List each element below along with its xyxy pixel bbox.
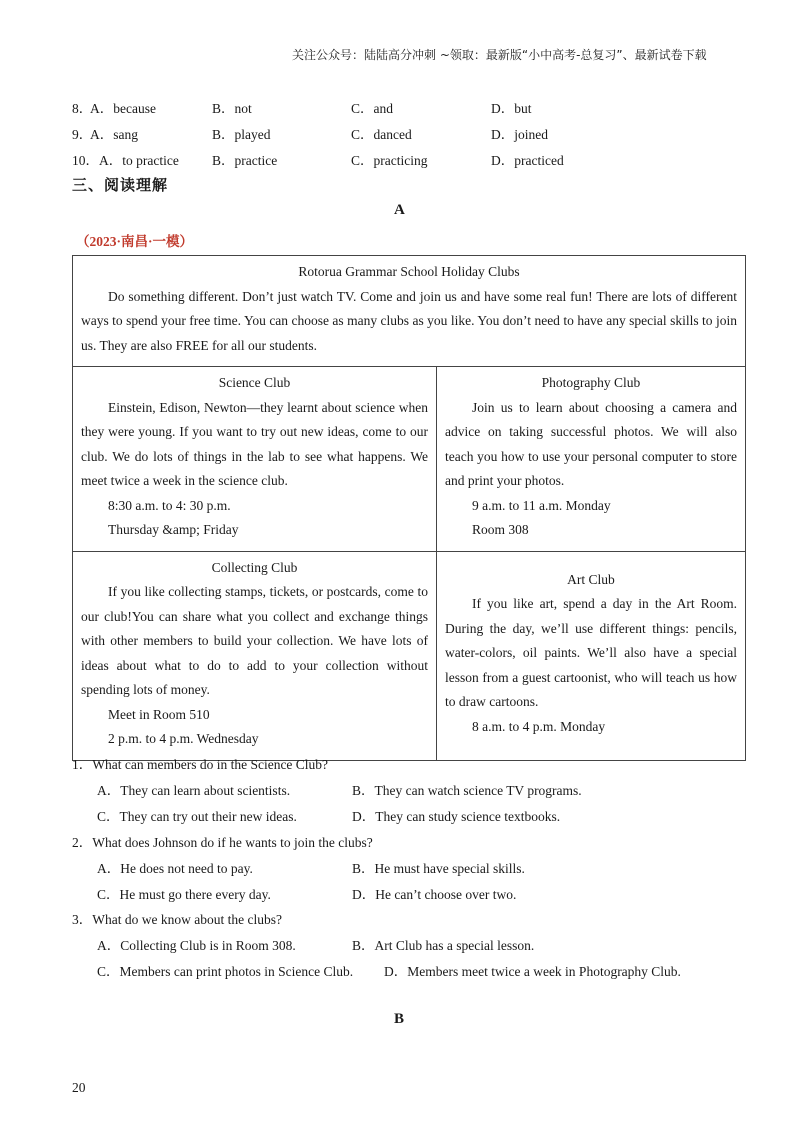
science-club-time: 8:30 a.m. to 4: 30 p.m. [108, 497, 231, 513]
photography-club-body: Join us to learn about choosing a camera and advice on taking successful photos. We will also teach you how to use your personal computer to store and print your photos. [445, 399, 737, 488]
photography-club-title: Photography Club [541, 375, 641, 390]
notice-title: Rotorua Grammar School Holiday Clubs [298, 264, 520, 279]
question-3-option-c: C．Members can print photos in Science Club. [97, 964, 354, 979]
option-number: 9． [72, 127, 93, 142]
page-number: 20 [72, 1080, 86, 1095]
art-club-time: 8 a.m. to 4 p.m. Monday [472, 718, 606, 734]
question-3-option-a: A．Collecting Club is in Room 308. [97, 938, 296, 953]
clubs-notice-table [72, 255, 746, 761]
option-b: B．played [212, 127, 271, 142]
science-club-cell [73, 367, 437, 552]
question-1-stem: 1．What can members do in the Science Club? [72, 757, 329, 772]
option-b: B．not [212, 101, 252, 116]
option-a: A．to practice [99, 153, 179, 168]
collecting-club-time: 2 p.m. to 4 p.m. Wednesday [108, 731, 259, 746]
page-header: 关注公众号：陆陆高分冲刺 ~领取：最新版“小中高考-总复习”、最新试卷下载 [292, 48, 707, 62]
question-2-option-d: D．He can’t choose over two. [352, 887, 517, 902]
photography-club-cell [437, 367, 746, 552]
science-club-body: Einstein, Edison, Newton—they learnt about science when they were young. If you want to try out new ideas, come to our club. We do lots of things in the lab to see what happens. We meet twice a week in the science club. [81, 399, 428, 488]
question-3-option-b: B．Art Club has a special lesson. [352, 938, 535, 953]
collecting-club-title: Collecting Club [211, 559, 298, 575]
section-title: 三、阅读理解 [72, 176, 169, 194]
option-b: B．practice [212, 153, 278, 168]
photography-club-time: 9 a.m. to 11 a.m. Monday [472, 497, 611, 513]
science-club-title: Science Club [218, 375, 291, 390]
question-1-option-a: A．They can learn about scientists. [97, 783, 291, 798]
question-2-option-b: B．He must have special skills. [352, 861, 525, 876]
question-2-option-c: C．He must go there every day. [97, 887, 271, 902]
part-a-heading: A [394, 202, 405, 218]
question-3-stem: 3．What do we know about the clubs? [72, 912, 282, 927]
option-number: 8． [72, 101, 93, 116]
option-d: D．practiced [491, 153, 564, 168]
collecting-club-body: If you like collecting stamps, tickets, or postcards, come to our club!You can share what you collect and exchange things with other members to build your collection. We have lots of ideas about what to do to add to your collection without spending lots of money. [81, 584, 428, 697]
question-1-option-c: C．They can try out their new ideas. [97, 809, 297, 824]
source-label: （2023·南昌·一模） [76, 234, 194, 249]
art-club-body: If you like art, spend a day in the Art Room. During the day, we’ll use different things: pencils, water-colors, oil paints. We’ll also have a special lesson from a guest cartoonist, who will teach us how to draw cartoons. [445, 596, 737, 710]
question-1-option-d: D．They can study science textbooks. [352, 809, 561, 824]
option-a: A．sang [90, 127, 138, 142]
option-c: C．danced [351, 127, 412, 142]
option-d: D．joined [491, 127, 548, 142]
art-club-title: Art Club [567, 571, 615, 587]
question-2-option-a: A．He does not need to pay. [97, 861, 253, 876]
photography-club-room: Room 308 [472, 522, 529, 537]
science-club-days: Thursday &amp; Friday [108, 522, 239, 537]
collecting-club-room: Meet in Room 510 [108, 706, 210, 722]
question-2-stem: 2．What does Johnson do if he wants to join the clubs? [72, 835, 373, 850]
notice-cell [73, 256, 746, 367]
option-c: C．and [351, 101, 393, 116]
option-d: D．but [491, 101, 532, 116]
question-1-option-b: B．They can watch science TV programs. [352, 783, 582, 798]
question-3-option-d: D．Members meet twice a week in Photography Club. [384, 964, 681, 979]
option-c: C．practicing [351, 153, 428, 168]
art-club-cell [437, 551, 746, 760]
notice-body: Do something different. Don’t just watch TV. Come and join us and have some real fun! There are lots of different ways to spend your free time. You can choose as many clubs as you like. You don’t need to have any special skills to join us. They are also FREE for all our students. [81, 288, 737, 353]
collecting-club-cell [73, 551, 437, 760]
option-a: A．because [90, 101, 156, 116]
part-b-heading: B [394, 1011, 405, 1027]
option-number: 10． [72, 153, 99, 168]
